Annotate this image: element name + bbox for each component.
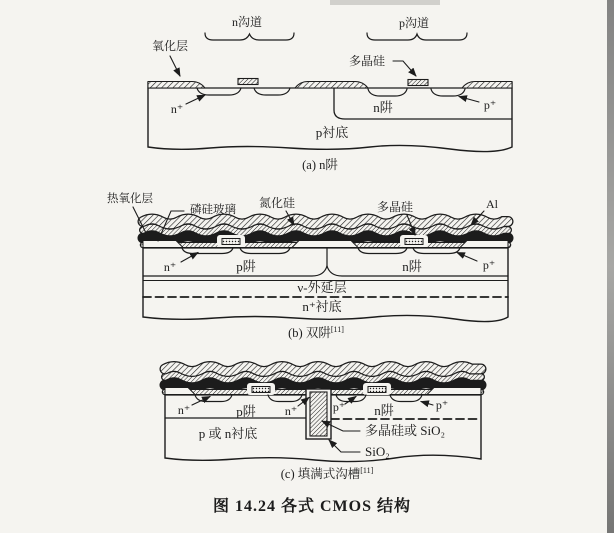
c-pplus-region bbox=[390, 395, 422, 402]
b-epi-label: ν-外延层 bbox=[297, 280, 347, 295]
a-field-oxide-left bbox=[148, 82, 205, 89]
b-al-label: Al bbox=[486, 197, 498, 211]
a-oxide-arrow bbox=[170, 56, 180, 76]
b-field-oxide-right bbox=[460, 241, 508, 248]
a-poly-leader bbox=[393, 61, 416, 76]
b-nplus-region bbox=[182, 248, 233, 254]
a-gate-nmos bbox=[238, 79, 258, 85]
scan-smudge bbox=[330, 0, 440, 5]
c-pplus-right-arrow bbox=[421, 402, 433, 406]
a-pchannel-brace bbox=[367, 33, 467, 40]
b-poly-label: 多晶硅 bbox=[376, 200, 414, 214]
a-pplus-region bbox=[368, 89, 407, 96]
b-pplus-region bbox=[413, 248, 460, 254]
a-pchannel-label: p沟道 bbox=[398, 16, 430, 30]
c-trench-liner-leader bbox=[329, 440, 360, 452]
b-nplus-region bbox=[240, 248, 290, 254]
b-al-layer bbox=[143, 219, 508, 224]
c-gate-nmos bbox=[252, 387, 270, 393]
a-nchannel-brace bbox=[205, 33, 294, 40]
a-gate-pmos bbox=[408, 80, 428, 86]
c-psg-layer bbox=[165, 383, 481, 388]
c-nplus-mid-label: n⁺ bbox=[284, 404, 298, 418]
a-nplus-arrow bbox=[186, 95, 205, 104]
b-thermal-oxide-label: 热氧化层 bbox=[107, 193, 153, 205]
b-psg-label: 磷硅玻璃 bbox=[190, 204, 236, 216]
c-pplus-mid-label: p⁺ bbox=[332, 400, 346, 414]
a-pplus-region bbox=[431, 89, 465, 96]
b-pwell-label: p阱 bbox=[236, 259, 256, 274]
figure-caption: 图 14.24 各式 CMOS 结构 bbox=[212, 498, 412, 515]
a-nplus-label: n⁺ bbox=[170, 102, 184, 116]
c-nplus-left-label: n⁺ bbox=[177, 403, 191, 417]
c-nwell-label: n阱 bbox=[374, 403, 394, 418]
a-field-oxide-right bbox=[462, 82, 512, 89]
b-pplus-label: p⁺ bbox=[482, 258, 496, 272]
c-nplus-region bbox=[268, 395, 302, 402]
a-nplus-region bbox=[197, 88, 241, 95]
b-gate-pmos bbox=[405, 239, 423, 245]
c-pwell-label: p阱 bbox=[236, 404, 256, 419]
b-substrate-label: n⁺衬底 bbox=[302, 299, 342, 314]
c-trench-liner-label: SiO₂ bbox=[365, 444, 390, 459]
a-nchannel-label: n沟道 bbox=[231, 15, 263, 29]
scan-edge-strip bbox=[607, 0, 614, 533]
a-body-outline bbox=[148, 82, 512, 152]
c-nplus-left-arrow bbox=[192, 397, 210, 406]
a-field-oxide-mid bbox=[295, 82, 368, 89]
a-nplus-region bbox=[254, 88, 290, 95]
b-gate-nmos bbox=[222, 239, 240, 245]
a-substrate-label: p衬底 bbox=[315, 125, 349, 140]
c-pplus-mid-arrow bbox=[345, 397, 356, 405]
a-poly-label: 多晶硅 bbox=[348, 54, 386, 68]
b-field-oxide-left bbox=[143, 241, 183, 248]
c-gate-pmos bbox=[368, 387, 386, 393]
c-caption: (c) 填满式沟槽[11] bbox=[280, 466, 374, 481]
b-nplus-label: n⁺ bbox=[163, 260, 177, 274]
b-caption: (b) 双阱[11] bbox=[288, 325, 344, 340]
c-al-layer bbox=[165, 367, 481, 372]
a-pplus-arrow bbox=[459, 97, 479, 103]
b-nplus-arrow bbox=[181, 253, 198, 263]
b-psg-layer bbox=[143, 236, 508, 241]
b-pplus-arrow bbox=[457, 253, 477, 262]
c-substrate-label: p 或 n衬底 bbox=[198, 426, 258, 441]
c-trench-fill bbox=[310, 392, 327, 436]
a-oxide-label: 氧化层 bbox=[151, 39, 189, 53]
a-pplus-label: p⁺ bbox=[483, 98, 497, 112]
c-trench-fill-label: 多晶硅或 SiO₂ bbox=[365, 423, 446, 438]
b-nitride-label: 氮化硅 bbox=[258, 196, 296, 210]
section-a bbox=[148, 15, 512, 172]
a-nwell-label: n阱 bbox=[373, 100, 393, 115]
section-b bbox=[107, 191, 508, 340]
c-pplus-right-label: p⁺ bbox=[435, 398, 449, 412]
b-field-oxide-mid bbox=[292, 241, 358, 248]
c-field-oxide-right bbox=[427, 388, 481, 395]
a-caption: (a) n阱 bbox=[302, 158, 338, 172]
b-pplus-region bbox=[358, 248, 407, 254]
section-c bbox=[165, 367, 481, 482]
b-nwell-label: n阱 bbox=[402, 259, 422, 274]
